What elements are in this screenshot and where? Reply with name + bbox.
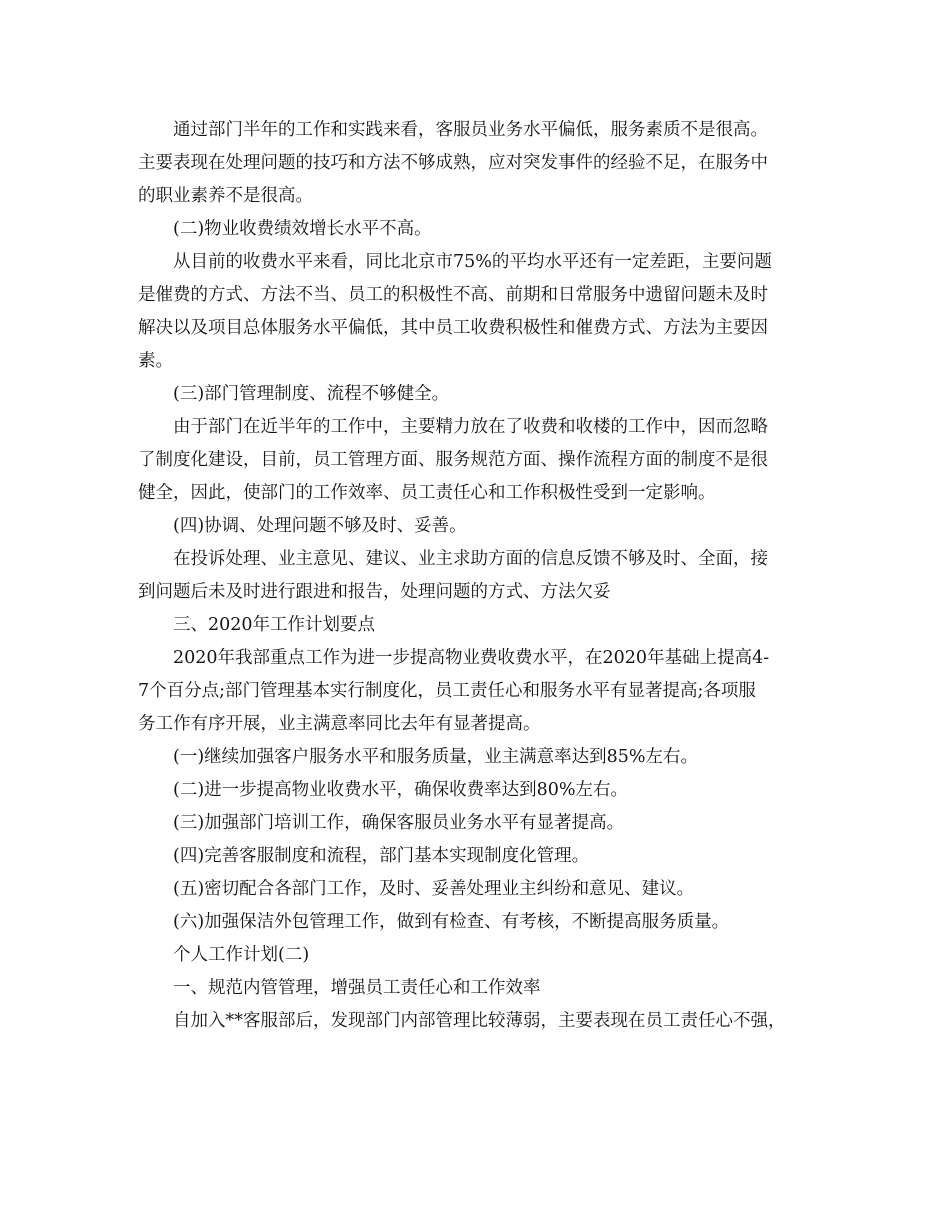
text-line: (五)密切配合各部门工作，及时、妥善处理业主纠纷和意见、建议。 [173,879,695,899]
text-line: 一、规范内管管理，增强员工责任心和工作效率 [173,978,541,998]
paragraph-15 [138,906,828,939]
paragraph-6 [138,510,828,543]
paragraph-3 [138,246,828,378]
paragraph-7 [138,543,828,609]
text-line: (三)部门管理制度、流程不够健全。 [173,384,450,404]
text-line: 健全，因此，使部门的工作效率、员工责任心和工作积极性受到一定影响。 [138,483,716,503]
paragraph-14 [138,873,828,906]
text-line: 2020年我部重点工作为进一步提高物业费收费水平，在2020年基础上提高4- [173,648,770,668]
text-line: 的职业素养不是很高。 [138,186,313,206]
text-line: (二)进一步提高物业收费水平，确保收费率达到80%左右。 [173,780,629,800]
text-line: 通过部门半年的工作和实践来看，客服员业务水平偏低，服务素质不是很高。 [173,120,768,140]
text-line: (六)加强保洁外包管理工作，做到有检查、有考核，不断提高服务质量。 [173,912,730,932]
text-line: (三)加强部门培训工作，确保客服员业务水平有显著提高。 [173,813,625,833]
text-line: 是催费的方式、方法不当、员工的积极性不高、前期和日常服务中遗留问题未及时 [138,285,768,305]
paragraph-8 [138,609,828,642]
paragraph-5 [138,411,828,510]
paragraph-13 [138,840,828,873]
paragraph-16 [138,939,828,972]
paragraph-4 [138,378,828,411]
paragraph-11 [138,774,828,807]
text-line: (一)继续加强客户服务水平和服务质量，业主满意率达到85%左右。 [173,747,699,767]
text-line: 素。 [138,351,173,371]
paragraph-12 [138,807,828,840]
text-line: 到问题后未及时进行跟进和报告，处理问题的方式、方法欠妥 [138,582,611,602]
text-line: 三、2020年工作计划要点 [173,615,376,635]
text-line: 主要表现在处理问题的技巧和方法不够成熟，应对突发事件的经验不足，在服务中 [138,153,768,173]
text-line: 在投诉处理、业主意见、建议、业主求助方面的信息反馈不够及时、全面，接 [173,549,768,569]
text-line: 了制度化建设，目前，员工管理方面、服务规范方面、操作流程方面的制度不是很 [138,450,768,470]
text-line: 务工作有序开展，业主满意率同比去年有显著提高。 [138,714,541,734]
paragraph-9 [138,642,828,741]
text-line: 7个百分点;部门管理基本实行制度化，员工责任心和服务水平有显著提高;各项服 [138,681,756,701]
paragraph-18 [138,1005,828,1038]
text-line: 自加入**客服部后，发现部门内部管理比较薄弱，主要表现在员工责任心不强， [173,1011,786,1031]
paragraph-10 [138,741,828,774]
text-line: 个人工作计划(二) [173,945,310,965]
document-page [138,114,828,1038]
text-line: 由于部门在近半年的工作中，主要精力放在了收费和收楼的工作中，因而忽略 [173,417,768,437]
text-line: 从目前的收费水平来看，同比北京市75%的平均水平还有一定差距，主要问题 [173,252,772,272]
text-line: (四)完善客服制度和流程，部门基本实现制度化管理。 [173,846,590,866]
text-line: (二)物业收费绩效增长水平不高。 [173,219,432,239]
text-line: (四)协调、处理问题不够及时、妥善。 [173,516,467,536]
paragraph-1 [138,114,828,213]
text-line: 解决以及项目总体服务水平偏低，其中员工收费积极性和催费方式、方法为主要因 [138,318,768,338]
paragraph-2 [138,213,828,246]
paragraph-17 [138,972,828,1005]
